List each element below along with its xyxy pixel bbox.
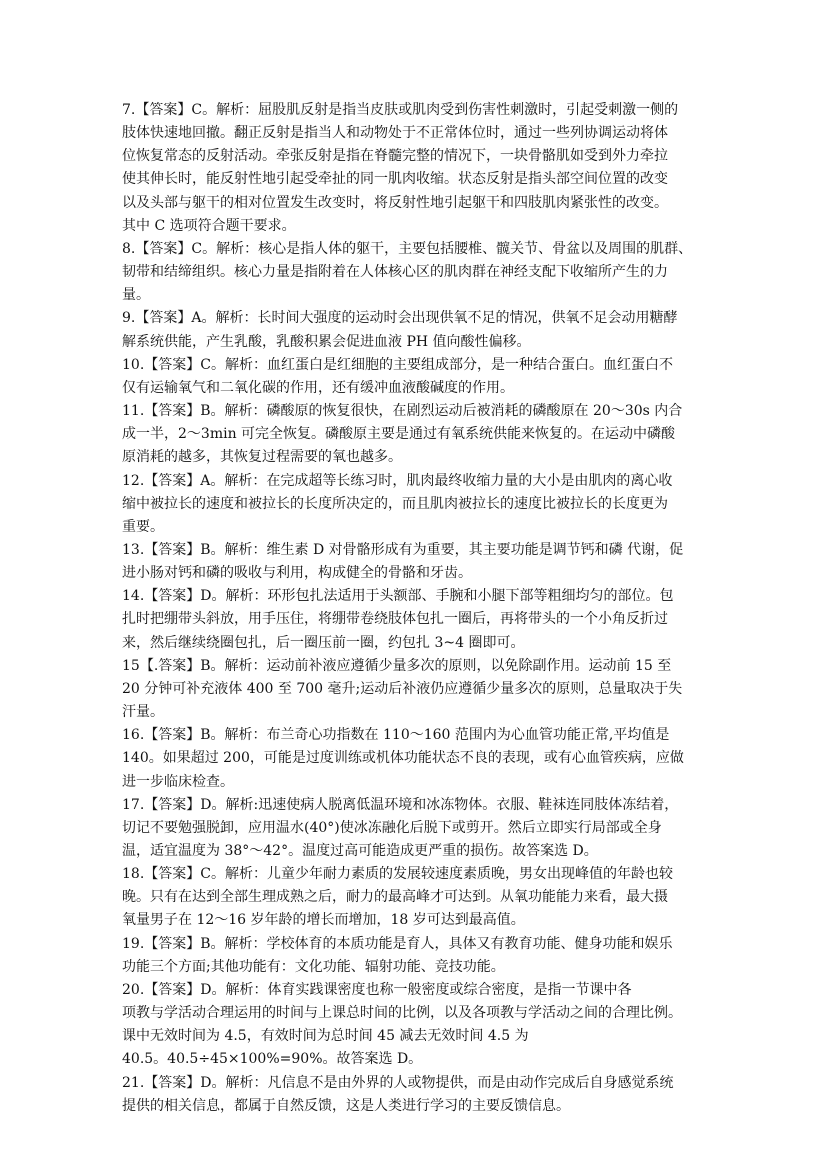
entry-line: 15【.答案】B。解析：运动前补液应遵循少量多次的原则，以免除副作用。运动前 15 至 [122, 657, 672, 674]
entry-line: 量。 [122, 287, 150, 304]
entry-line: 原消耗的越多，其恢复过程需要的氧也越多。 [122, 449, 402, 466]
entry-line: 7.【答案】C。解析：屈股肌反射是指当皮肤或肌肉受到伤害性刺激时，引起受刺激一侧的 [122, 102, 679, 118]
entry-line: 20.【答案】D。解析：体育实践课密度也称一般密度或综合密度，是指一节课中各 [122, 981, 632, 998]
entry-line: 扎时把绷带头斜放，用手压住，将绷带卷绕肢体包扎一圈后，再将带头的一个小角反折过 [122, 611, 668, 628]
answer-entry [122, 933, 704, 979]
entry-line: 14.【答案】D。解析：环形包扎法适用于头额部、手腕和小腿下部等粗细均匀的部位。包 [122, 588, 674, 605]
answer-entry [122, 979, 704, 1072]
entry-line: 氧量男子在 12～16 岁年龄的增长而增加，18 岁可达到最高值。 [122, 912, 525, 929]
answer-entry [122, 307, 704, 353]
answer-entry [122, 470, 704, 539]
entry-line: 17.【答案】D。解析:迅速使病人脱离低温环境和冰冻物体。衣服、鞋袜连同肢体冻结着， [122, 796, 679, 813]
entry-line: 切记不要勉强脱卸，应用温水(40°)使冰冻融化后脱下或剪开。然后立即实行局部或全身 [122, 819, 662, 836]
entry-line: 11.【答案】B。解析：磷酸原的恢复很快，在剧烈运动后被消耗的磷酸原在 20～30s 内合 [122, 403, 683, 420]
entry-line: 晚。只有在达到全部生理成熟之后，耐力的最高峰才可达到。从氧功能能力来看，最大摄 [122, 889, 668, 906]
answer-entry [122, 1072, 704, 1118]
entry-line: 成一半，2～3min 可完全恢复。磷酸原主要是通过有氧系统供能来恢复的。在运动中磷酸 [122, 426, 676, 443]
answer-entry [122, 655, 704, 724]
entry-line: 以及头部与躯干的相对位置发生改变时，将反射性地引起躯干和四肢肌肉紧张性的改变。 [122, 194, 668, 211]
entry-line: 仅有运输氧气和二氧化碳的作用，还有缓冲血液酸碱度的作用。 [122, 379, 514, 396]
entry-line: 进一步临床检查。 [122, 773, 234, 790]
entry-line: 缩中被拉长的速度和被拉长的长度所决定的，而且肌肉被拉长的速度比被拉长的长度更为 [122, 495, 668, 512]
entry-line: 40.5。40.5÷45×100%=90%。故答案选 D。 [122, 1051, 423, 1068]
answer-entry [122, 99, 704, 238]
entry-line: 进小肠对钙和磷的吸收与利用，构成健全的骨骼和牙齿。 [122, 565, 472, 582]
entry-line: 项教与学活动合理运用的时间与上课总时间的比例，以及各项教与学活动之间的合理比例。 [122, 1005, 682, 1022]
answer-entry [122, 724, 704, 793]
entry-line: 140。如果超过 200，可能是过度训练或机体功能状态不良的表现，或有心血管疾病，应做 [122, 750, 684, 767]
answer-entry [122, 238, 704, 307]
entry-line: 肢体快速地回撤。翻正反射是指当人和动物处于不正常体位时，通过一些列协调运动将体 [122, 125, 668, 142]
entry-line: 来，然后继续绕圈包扎，后一圈压前一圈，约包扎 3~4 圈即可。 [122, 634, 525, 651]
entry-line: 解系统供能，产生乳酸，乳酸积累会促进血液 PH 值向酸性偏移。 [122, 333, 531, 350]
entry-line: 16.【答案】B。解析：布兰奇心功指数在 110～160 范围内为心血管功能正常,平均值是 [122, 727, 670, 744]
entry-line: 18.【答案】C。解析：儿童少年耐力素质的发展较速度素质晚，男女出现峰值的年龄也较 [122, 866, 673, 883]
entry-line: 温，适宜温度为 38°～42°。温度过高可能造成更严重的损伤。故答案选 D。 [122, 843, 598, 859]
entry-line: 重要。 [122, 518, 164, 535]
answer-entry [122, 354, 704, 400]
entry-line: 使其伸长时，能反射性地引起受牵扯的同一肌肉收缩。状态反射是指头部空间位置的改变 [122, 171, 668, 188]
entry-line: 课中无效时间为 4.5，有效时间为总时间 45 减去无效时间 4.5 为 [122, 1028, 529, 1045]
entry-line: 功能三个方面;其他功能有：文化功能、辐射功能、竞技功能。 [122, 958, 505, 975]
entry-line: 9.【答案】A。解析：长时间大强度的运动时会出现供氧不足的情况，供氧不足会动用糖酵 [122, 310, 678, 327]
answer-entry [122, 585, 704, 654]
answer-entry [122, 794, 704, 863]
entry-line: 汗量。 [122, 704, 164, 721]
entry-line: 位恢复常态的反射活动。牵张反射是指在脊髓完整的情况下，一块骨骼肌如受到外力牵拉 [122, 148, 668, 165]
entry-line: 13.【答案】B。解析：维生素 D 对骨骼形成有为重要，其主要功能是调节钙和磷 代谢，促 [122, 541, 684, 558]
entry-line: 20 分钟可补充液体 400 至 700 毫升;运动后补液仍应遵循少量多次的原则，总量取决于失 [122, 680, 683, 697]
entry-line: 8.【答案】C。解析：核心是指人体的躯干，主要包括腰椎、髋关节、骨盆以及周围的肌群、 [122, 240, 693, 257]
entry-line: 21.【答案】D。解析：凡信息不是由外界的人或物提供，而是由动作完成后自身感觉系统 [122, 1074, 674, 1091]
entry-line: 10.【答案】C。解析：血红蛋白是红细胞的主要组成部分，是一种结合蛋白。血红蛋白不 [122, 356, 673, 373]
answer-explanations [122, 99, 704, 1118]
entry-line: 其中 C 选项符合题干要求。 [122, 217, 296, 234]
entry-line: 韧带和结缔组织。核心力量是指附着在人体核心区的肌肉群在神经支配下收缩所产生的力 [122, 264, 668, 281]
answer-entry [122, 539, 704, 585]
answer-entry [122, 863, 704, 932]
entry-line: 12.【答案】A。解析：在完成超等长练习时，肌肉最终收缩力量的大小是由肌肉的离心收 [122, 472, 673, 489]
entry-line: 19.【答案】B。解析：学校体育的本质功能是育人，具体又有教育功能、健身功能和娱乐 [122, 935, 673, 952]
entry-line: 提供的相关信息，都属于自然反馈，这是人类进行学习的主要反馈信息。 [122, 1097, 570, 1114]
answer-entry [122, 400, 704, 469]
